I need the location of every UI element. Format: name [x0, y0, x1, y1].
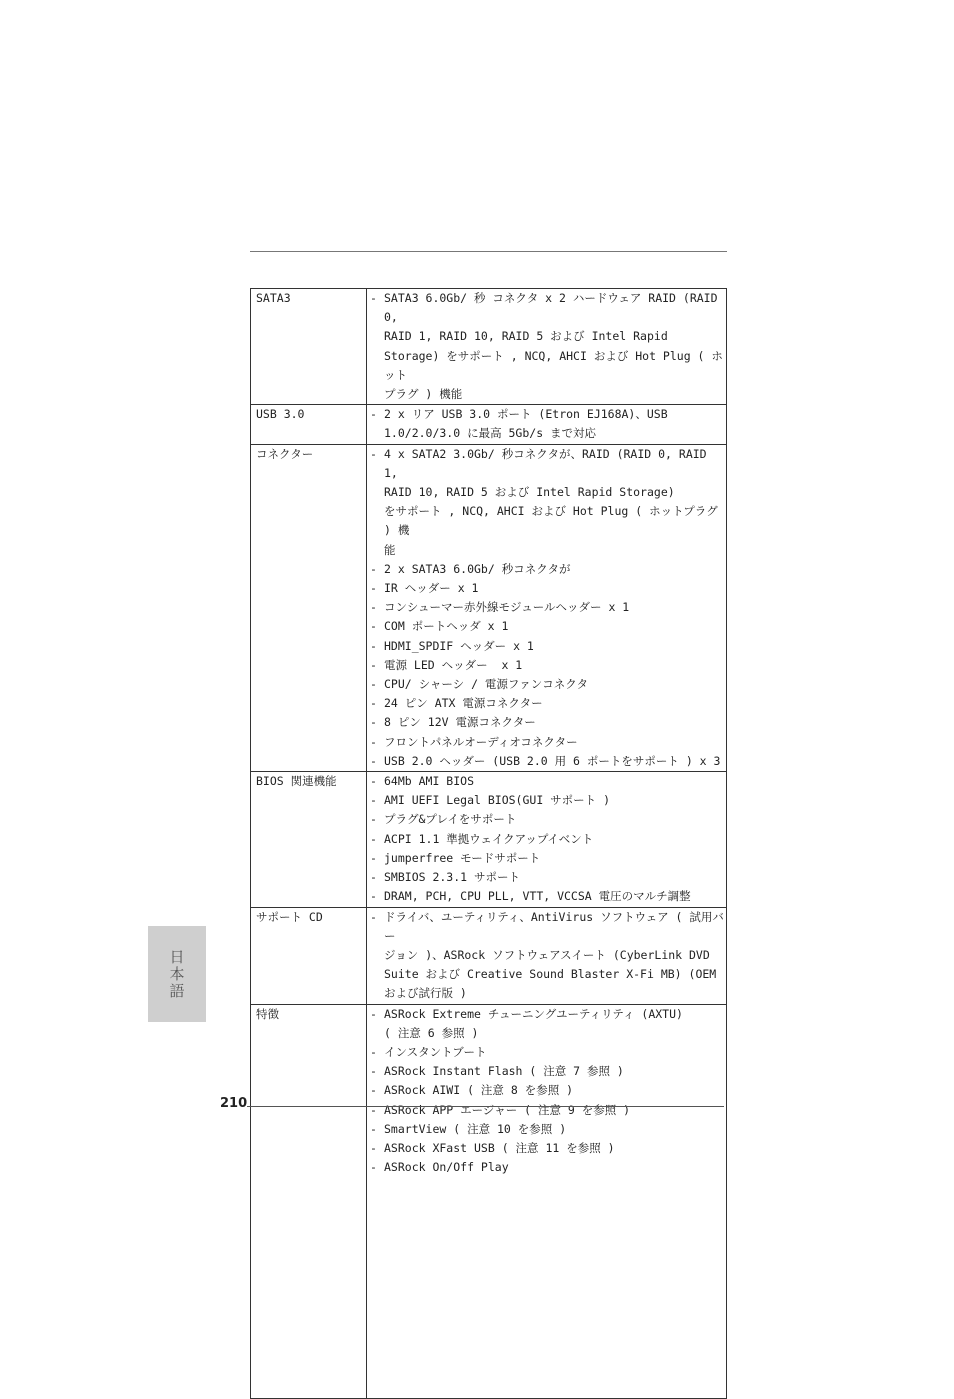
bullet-dash	[370, 347, 384, 385]
spec-row	[251, 444, 727, 771]
spec-label: BIOS 関連機能	[251, 772, 367, 907]
spec-value-text: USB 2.0 ヘッダー (USB 2.0 用 6 ポートをサポート ) x 3	[384, 753, 721, 768]
spec-value-line	[370, 733, 725, 752]
spec-value-line	[370, 405, 725, 424]
bullet-dash: -	[370, 1140, 377, 1155]
bullet-dash: -	[370, 291, 377, 305]
spec-value-line	[370, 868, 725, 887]
spec-value-text: ACPI 1.1 準拠ウェイクアップイベント	[384, 831, 594, 846]
bullet-dash: -	[370, 677, 377, 692]
bullet-dash	[370, 984, 384, 1003]
spec-label: SATA3	[251, 289, 367, 405]
bullet-dash	[370, 541, 384, 560]
spec-value-text: ASRock AIWI ( 注意 8 を参照 )	[384, 1083, 574, 1098]
bullet-dash: -	[370, 657, 377, 672]
spec-value-line	[370, 810, 725, 829]
spec-value-line	[370, 1024, 725, 1043]
bullet-dash: -	[370, 561, 377, 576]
bullet-dash: -	[370, 696, 377, 711]
bullet-dash: -	[370, 831, 377, 846]
spec-label: USB 3.0	[251, 405, 367, 444]
spec-value-line	[370, 694, 725, 713]
spec-row	[251, 1004, 727, 1398]
spec-value-line	[370, 752, 725, 771]
spec-value-line	[370, 1062, 725, 1081]
spec-value-line	[370, 791, 725, 810]
spec-value-text: jumperfree モードサポート	[384, 850, 541, 865]
spec-value-text: 2 x リア USB 3.0 ポート (Etron EJ168A)、USB	[384, 407, 668, 422]
bullet-dash: -	[370, 1044, 377, 1059]
bullet-dash: -	[370, 715, 377, 730]
spec-value-line	[370, 637, 725, 656]
spec-value-text: 電源 LED ヘッダー x 1	[384, 657, 523, 672]
spec-value-line	[370, 327, 725, 346]
bullet-dash: -	[370, 793, 377, 808]
spec-value-text: HDMI_SPDIF ヘッダー x 1	[384, 638, 534, 653]
bullet-dash	[370, 424, 384, 443]
spec-value-line	[370, 656, 725, 675]
spec-value-line	[370, 1139, 725, 1158]
spec-value-text: インスタントブート	[384, 1044, 487, 1059]
bullet-dash	[370, 946, 384, 965]
bullet-dash	[370, 1024, 384, 1043]
spec-value-line	[370, 887, 725, 906]
spec-value-line	[370, 849, 725, 868]
bullet-dash: -	[370, 812, 377, 827]
bullet-dash: -	[370, 600, 377, 615]
spec-value-text: ASRock On/Off Play	[384, 1160, 509, 1175]
spec-value-line	[370, 424, 725, 443]
spec-value	[367, 907, 727, 1004]
bullet-dash: -	[370, 909, 377, 924]
bullet-dash: -	[370, 774, 377, 789]
spec-value	[367, 289, 727, 405]
spec-value-text: IR ヘッダー x 1	[384, 581, 479, 596]
language-tab	[148, 926, 206, 1022]
spec-value-line	[370, 675, 725, 694]
spec-value-text: 1.0/2.0/3.0 に最高 5Gb/s まで対応	[384, 426, 597, 441]
spec-value-text: CPU/ シャーシ / 電源ファンコネクタ	[384, 677, 588, 692]
spec-value-line	[370, 1005, 725, 1024]
spec-value-text: 4 x SATA2 3.0Gb/ 秒コネクタが、RAID (RAID 0, RAID 1,	[384, 446, 714, 480]
spec-value-text: 8 ピン 12V 電源コネクター	[384, 715, 536, 730]
spec-value-text: SATA3 6.0Gb/ 秒 コネクタ x 2 ハードウェア RAID (RAID 0,	[384, 291, 725, 325]
spec-value-text: 能	[384, 542, 396, 557]
spec-table	[250, 288, 727, 1399]
bullet-dash	[370, 483, 384, 502]
spec-value	[367, 444, 727, 771]
spec-row	[251, 289, 727, 405]
spec-value-line	[370, 579, 725, 598]
bullet-dash: -	[370, 619, 377, 634]
spec-label: 特徴	[251, 1004, 367, 1398]
spec-value-line	[370, 502, 725, 540]
spec-value-line	[370, 908, 725, 946]
spec-value-line	[370, 965, 725, 984]
spec-value-text: ASRock Extreme チューニングユーティリティ (AXTU)	[384, 1006, 683, 1021]
spec-value-line	[370, 289, 725, 327]
spec-value-text: AMI UEFI Legal BIOS(GUI サポート )	[384, 793, 611, 808]
spec-value-text: COM ポートヘッダ x 1	[384, 619, 509, 634]
bullet-dash: -	[370, 870, 377, 885]
spec-value-line	[370, 385, 725, 404]
bullet-dash	[370, 502, 384, 540]
spec-value-text: Storage) をサポート , NCQ, AHCI および Hot Plug ( ホット	[384, 348, 723, 382]
bullet-dash	[370, 385, 384, 404]
spec-value-text: SMBIOS 2.3.1 サポート	[384, 870, 521, 885]
spec-value-line	[370, 1158, 725, 1177]
spec-value-text: プラグ ) 機能	[384, 387, 463, 402]
spec-value-line	[370, 1120, 725, 1139]
bullet-dash: -	[370, 1160, 377, 1175]
bullet-dash: -	[370, 850, 377, 865]
spec-value-text: Suite および Creative Sound Blaster X-Fi MB) (OEM	[384, 967, 717, 982]
spec-value-line	[370, 347, 725, 385]
spec-value-text: 64Mb AMI BIOS	[384, 774, 475, 789]
spec-value-text: ASRock Instant Flash ( 注意 7 参照 )	[384, 1064, 624, 1079]
spec-value-line	[370, 1043, 725, 1062]
spec-value-text: RAID 1, RAID 10, RAID 5 および Intel Rapid	[384, 329, 668, 344]
bullet-dash: -	[370, 734, 377, 749]
spec-value-text: ジョン )、ASRock ソフトウェアスイート (CyberLink DVD	[384, 947, 710, 962]
spec-value-line	[370, 1081, 725, 1100]
bullet-dash: -	[370, 407, 377, 422]
spec-row	[251, 907, 727, 1004]
bullet-dash: -	[370, 581, 377, 596]
spec-row	[251, 405, 727, 444]
bullet-dash: -	[370, 889, 377, 904]
spec-value-line	[370, 560, 725, 579]
spec-value-text: DRAM, PCH, CPU PLL, VTT, VCCSA 電圧のマルチ調整	[384, 889, 691, 904]
bullet-dash: -	[370, 1006, 377, 1021]
spec-value-line	[370, 830, 725, 849]
bullet-dash: -	[370, 1083, 377, 1098]
spec-value-line	[370, 483, 725, 502]
spec-value-text: SmartView ( 注意 10 を参照 )	[384, 1121, 567, 1136]
spec-value-line	[370, 617, 725, 636]
spec-value	[367, 772, 727, 907]
spec-value-text: および試行版 )	[384, 986, 467, 1001]
spec-value-line	[370, 598, 725, 617]
spec-value	[367, 405, 727, 444]
spec-value-text: 2 x SATA3 6.0Gb/ 秒コネクタが	[384, 561, 571, 576]
spec-value-text: RAID 10, RAID 5 および Intel Rapid Storage)	[384, 485, 675, 500]
page-number: 210	[220, 1096, 248, 1111]
spec-value-line	[370, 713, 725, 732]
language-tab-label: 日本語	[167, 948, 186, 1000]
spec-value-line	[370, 772, 725, 791]
bullet-dash: -	[370, 753, 377, 768]
spec-value	[367, 1004, 727, 1398]
spec-value-text: ( 注意 6 参照 )	[384, 1025, 479, 1040]
spec-value-text: 24 ピン ATX 電源コネクター	[384, 696, 543, 711]
spec-value-text: をサポート , NCQ, AHCI および Hot Plug ( ホットプラグ ) 機	[384, 504, 725, 538]
spec-value-text: ドライバ、ユーティリティ、AntiVirus ソフトウェア ( 試用バー	[384, 909, 724, 943]
spec-value-text: ASRock APP エージャー ( 注意 9 を参照 )	[384, 1102, 631, 1117]
bullet-dash	[370, 327, 384, 346]
spec-value-line	[370, 1101, 725, 1120]
bullet-dash: -	[370, 446, 377, 461]
spec-value-text: ASRock XFast USB ( 注意 11 を参照 )	[384, 1140, 615, 1155]
spec-value-line	[370, 984, 725, 1003]
spec-label: サポート CD	[251, 907, 367, 1004]
bullet-dash: -	[370, 1121, 377, 1136]
spec-label: コネクター	[251, 444, 367, 771]
bullet-dash: -	[370, 638, 377, 653]
top-rule	[250, 251, 727, 252]
bottom-rule	[247, 1106, 724, 1107]
spec-value-line	[370, 541, 725, 560]
bullet-dash	[370, 965, 384, 984]
spec-value-line	[370, 445, 725, 483]
bullet-dash: -	[370, 1102, 377, 1117]
spec-value-text: フロントパネルオーディオコネクター	[384, 734, 578, 749]
spec-row	[251, 772, 727, 907]
spec-value-text: コンシューマー赤外線モジュールヘッダー x 1	[384, 600, 630, 615]
spec-value-text: プラグ&プレイをサポート	[384, 812, 517, 827]
spec-value-line	[370, 946, 725, 965]
bullet-dash: -	[370, 1064, 377, 1079]
